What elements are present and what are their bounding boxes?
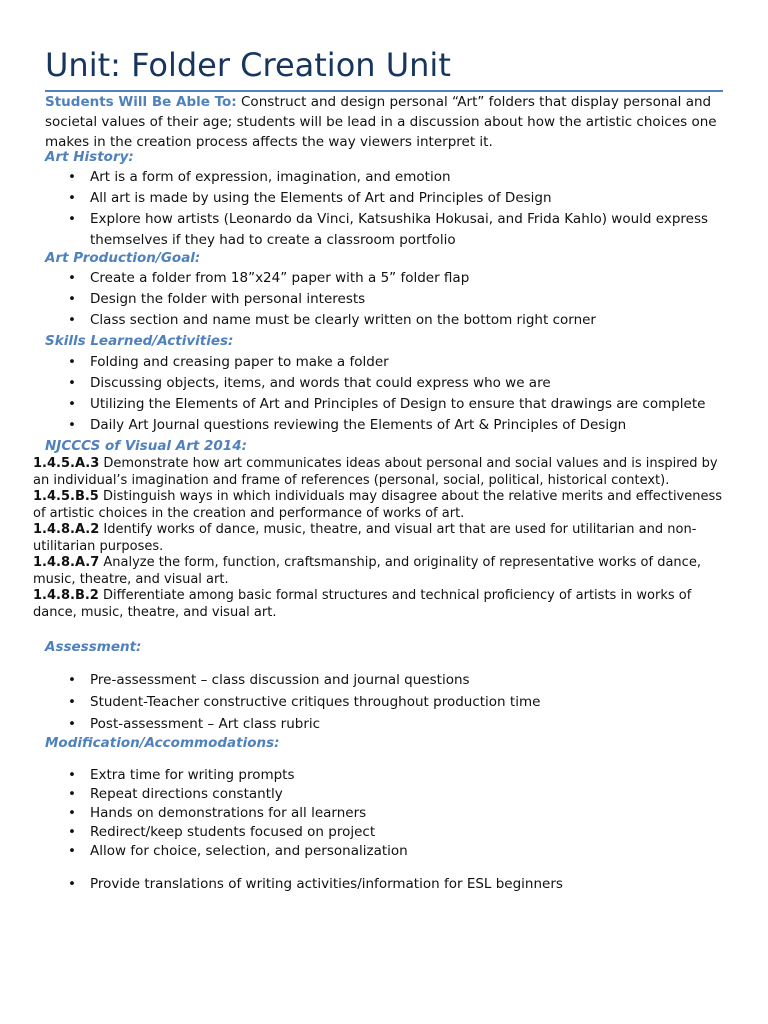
list-item: • Pre-assessment – class discussion and journal questions [0,669,726,691]
list-item: • Utilizing the Elements of Art and Principles of Design to ensure that drawings are complete [0,394,726,415]
standards-list [33,456,723,621]
list-item: • Extra time for writing prompts [0,766,726,785]
list-item: • Provide translations of writing activities/information for ESL beginners [0,874,726,895]
standard-text: Identify works of dance, music, theatre, and visual art that are used for utilitarian and non-utilitarian purposes. [33,522,697,554]
list-item: • Create a folder from 18”x24” paper with a 5” folder flap [0,268,726,289]
standard-item [33,489,723,522]
skills-list [0,352,768,436]
list-item: • Post-assessment – Art class rubric [0,713,726,735]
list-item: • Repeat directions constantly [0,785,726,804]
standard-item [33,588,723,621]
list-item: • Design the folder with personal interests [0,289,726,310]
standard-item [33,456,723,489]
njcccs-heading: NJCCCS of Visual Art 2014: [45,438,247,454]
art-history-list [0,167,768,251]
art-production-list [0,268,768,331]
modifications-heading: Modification/Accommodations: [45,735,280,751]
list-item: • All art is made by using the Elements of Art and Principles of Design [0,188,726,209]
page-title: Unit: Folder Creation Unit [45,46,451,84]
objective-paragraph [45,92,723,152]
list-item: • Daily Art Journal questions reviewing the Elements of Art & Principles of Design [0,415,726,436]
standard-code: 1.4.5.B.5 [33,489,99,504]
standard-code: 1.4.8.B.2 [33,588,99,603]
objective-text: Construct and design personal “Art” folders that display personal and societal values of their age; students will be lead in a discussion about how the artistic choices one makes in the creation process affects the way viewers interpret it. [45,94,717,150]
list-item: • Folding and creasing paper to make a folder [0,352,726,373]
standard-code: 1.4.5.A.3 [33,456,100,471]
standard-text: Differentiate among basic formal structures and technical proficiency of artists in works of dance, music, theatre, and visual art. [33,588,692,620]
list-item: • Hands on demonstrations for all learners [0,804,726,823]
art-production-heading: Art Production/Goal: [45,250,201,266]
list-item: • Allow for choice, selection, and personalization [0,842,726,861]
assessment-list [0,669,768,735]
list-item: • Art is a form of expression, imagination, and emotion [0,167,726,188]
list-item: • Discussing objects, items, and words that could express who we are [0,373,726,394]
skills-heading: Skills Learned/Activities: [45,333,234,349]
standard-item [33,555,723,588]
art-history-heading: Art History: [45,149,134,165]
standard-text: Distinguish ways in which individuals may disagree about the relative merits and effectiveness of artistic choices in the creation and performance of works of art. [33,489,723,521]
list-item: • Redirect/keep students focused on project [0,823,726,842]
list-item: • Class section and name must be clearly written on the bottom right corner [0,310,726,331]
modifications-list [0,766,768,861]
assessment-heading: Assessment: [45,639,142,655]
standard-code: 1.4.8.A.7 [33,555,100,570]
modifications-extra-list [0,874,768,895]
standard-item [33,522,723,555]
list-item: • Student-Teacher constructive critiques throughout production time [0,691,726,713]
list-item: • Explore how artists (Leonardo da Vinci, Katsushika Hokusai, and Frida Kahlo) would express themselves if they had to create a classroom portfolio [0,209,726,251]
objective-label: Students Will Be Able To: [45,94,237,110]
standard-text: Demonstrate how art communicates ideas about personal and social values and is inspired by an individual’s imagination and frame of references (personal, social, political, historical context). [33,456,718,488]
standard-code: 1.4.8.A.2 [33,522,100,537]
standard-text: Analyze the form, function, craftsmanship, and originality of representative works of dance, music, theatre, and visual art. [33,555,701,587]
